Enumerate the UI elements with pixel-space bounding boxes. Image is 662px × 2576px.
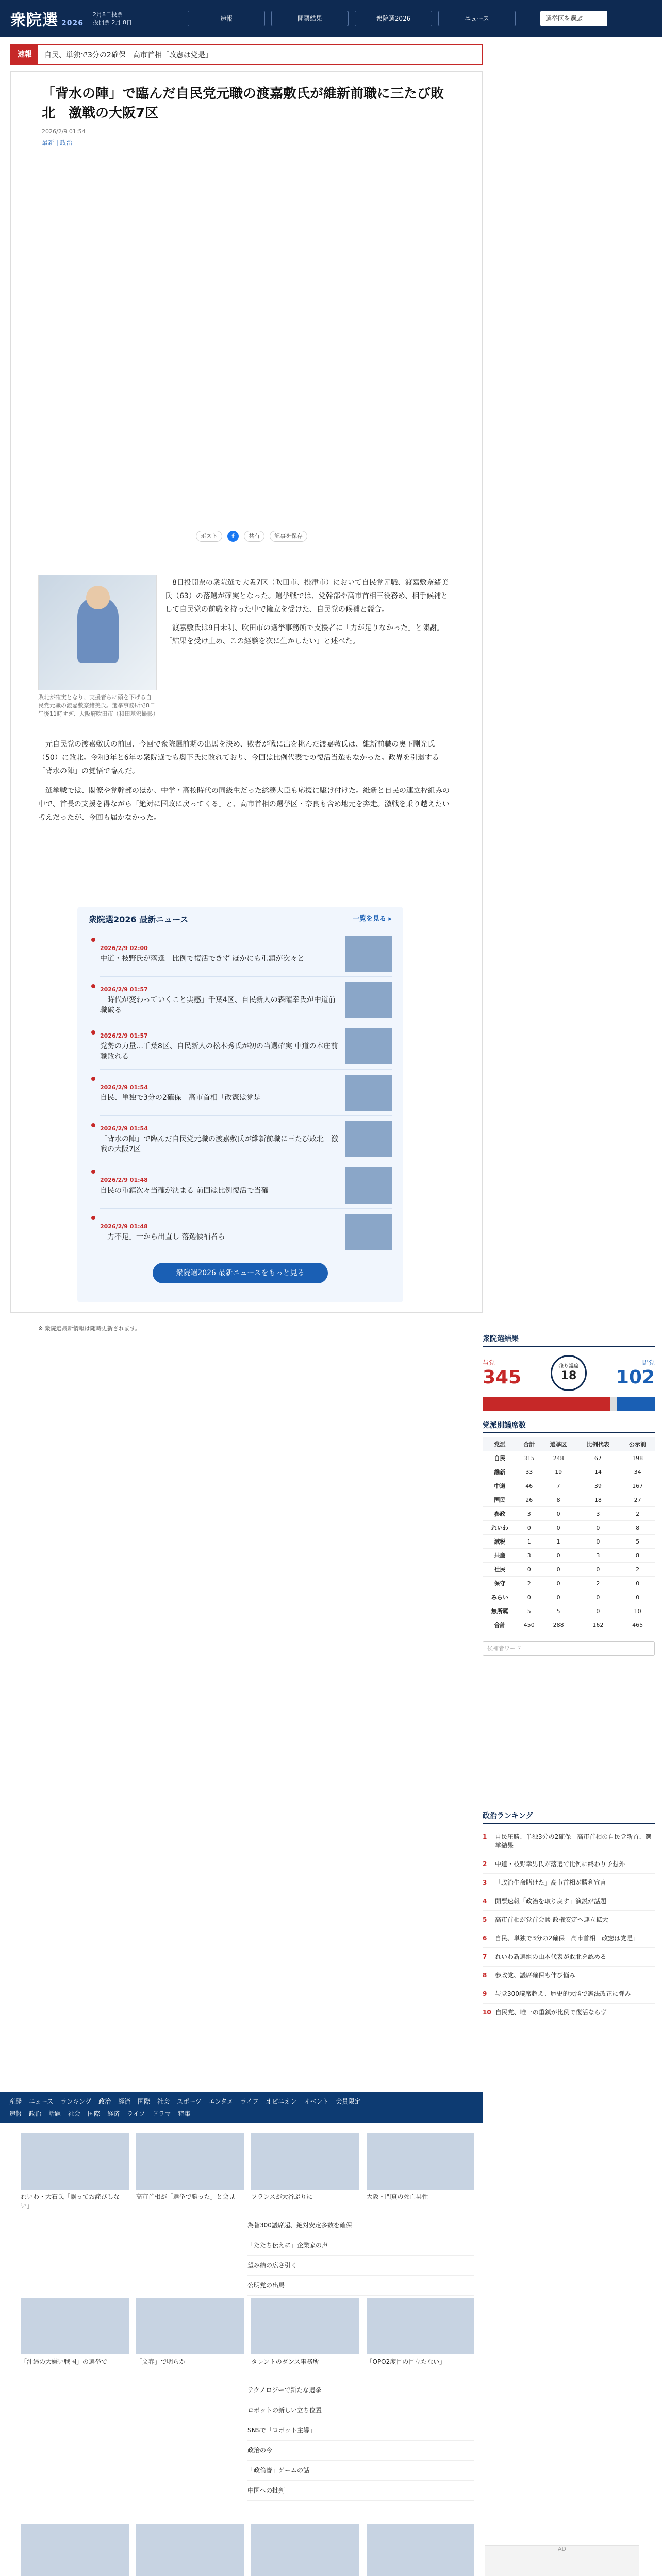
lower-nav-item[interactable]: ドラマ (152, 2110, 171, 2117)
story-card[interactable]: 「OPO2度目の目立たない」 (367, 2298, 475, 2366)
article-date: 2026/2/9 01:54 (42, 128, 86, 135)
news-title: 衆院選2026 最新ニュース (89, 914, 189, 924)
seat-row: 維新 33 19 14 34 (483, 1465, 655, 1479)
lower-nav-item[interactable]: 速報 (9, 2110, 22, 2117)
news-thumbnail (345, 1028, 392, 1064)
news-item[interactable]: 2026/2/9 01:57 「時代が変わっていくこと実感」千葉4区、自民新人の森曜幸氏が中道前職破る (100, 976, 392, 1023)
seat-row: 中道 46 7 39 167 (483, 1479, 655, 1493)
paragraph: 8日投開票の衆院選で大阪7区（吹田市、摂津市）において自民党元職、渡嘉敷奈緒美氏（63）の落選が確実となった。選挙戦では、党幹部や高市首相三役務め、相手候補として自民党の前職を持った中で擁立を受けた、自民党の候補と競合。 (165, 579, 449, 614)
seat-table: 党派 合計 選挙区 比例代表 公示前 自民 315 248 67 198 維新 33 19 14 34 中道 46 7 39 167 国民 26 8 18 27 参政 3 0 3 2 れいわ 0 0 0 8 減税 1 1 0 5 共産 3 0 3 8 社民 0 0 0 2 保守 2 0 2 0 みらい 0 0 0 0 無所属 5 5 0 10 合計 450 288 162 465 (483, 1437, 655, 1632)
update-note: ※ 衆院選最新情報は随時更新されます。 (38, 1325, 141, 1332)
ranking-item[interactable]: 1 自民圧勝、単独3分の2確保 高市首相の自民党新首、選挙結果 (483, 1828, 655, 1855)
seat-row: 自民 315 248 67 198 (483, 1451, 655, 1465)
remaining-seats: 18 (560, 1369, 577, 1382)
ruling-score: 345 (483, 1367, 522, 1388)
photo-head (86, 586, 110, 609)
news-thumbnail (345, 982, 392, 1018)
story-card[interactable]: れいわ・大石氏「誤ってお詫びしない」 (21, 2133, 129, 2210)
search-input[interactable]: 候補者ワード (483, 1641, 655, 1656)
ranking-item[interactable]: 8 参政党、議席確保も伸び悩み (483, 1967, 655, 1985)
opposition-score: 102 (616, 1367, 655, 1388)
news-item[interactable]: 2026/2/9 01:54 「背水の陣」で臨んだ自民党元職の渡嘉敷氏が維新前職に三たび敗北 激戦の大阪7区 (100, 1115, 392, 1162)
news-thumbnail (345, 1167, 392, 1204)
seat-row: 国民 26 8 18 27 (483, 1493, 655, 1507)
lower-nav-item[interactable]: 経済 (107, 2110, 120, 2117)
story-photo (21, 2298, 129, 2354)
story-link[interactable]: 中国への批判 (247, 2481, 474, 2501)
photo-caption: 敗北が確実となり、支援者らに頭を下げる自民党元職の渡嘉敷奈緒美氏。選挙事務所で8日午後11時すぎ、大阪府吹田市（和田基宏撮影） (38, 694, 159, 717)
news-thumbnail (345, 1121, 392, 1157)
nav-breaking[interactable]: 速報 (188, 11, 265, 26)
lower-nav-item[interactable]: スポーツ (177, 2097, 202, 2105)
story-link[interactable]: 為替300議席超、絶対安定多数を確保 (247, 2215, 474, 2235)
ranking-item[interactable]: 10 自民党、唯一の重鎮が比例で復活ならず (483, 2004, 655, 2022)
latest-news-box (77, 907, 403, 1302)
story-photo (251, 2524, 359, 2576)
breaking-label: 速報 (11, 45, 38, 64)
lower-nav-item[interactable]: オピニオン (266, 2097, 297, 2105)
rank-title: 政治ランキング (483, 1810, 655, 1824)
seat-row: みらい 0 0 0 0 (483, 1590, 655, 1604)
social-bar (196, 531, 307, 542)
story-card[interactable]: フランスが大谷ぶりに (251, 2133, 359, 2210)
lower-nav-item[interactable]: イベント (304, 2097, 329, 2105)
seat-bar (483, 1397, 655, 1411)
story-card[interactable]: タレントのダンス事務所 (251, 2298, 359, 2366)
ranking-item[interactable]: 2 中道・枝野幸男氏が落選で比例に終わり予想外 (483, 1855, 655, 1874)
story-link[interactable]: ロボットの新しい立ち位置 (247, 2400, 474, 2420)
story-link[interactable]: 「たたち伝えに」企業家の声 (247, 2235, 474, 2256)
article-body-continued (38, 738, 451, 831)
news-item[interactable]: 2026/2/9 02:00 中道・枝野氏が落選 比例で復活できず ほかにも重鎮が次々と (100, 930, 392, 976)
ranking-item[interactable]: 4 開票速報「政治を取り戻す」演説が話題 (483, 1892, 655, 1911)
story-card[interactable] (251, 2524, 359, 2576)
seat-table-title: 党派別議席数 (483, 1420, 655, 1433)
article-body (165, 576, 451, 653)
news-item[interactable]: 2026/2/9 01:48 自民の重鎮次々当確が決まる 前回は比例復活で当確 (100, 1162, 392, 1208)
nav-election[interactable]: 衆院選2026 (355, 11, 432, 26)
story-link[interactable]: 望み結の広さ引く (247, 2256, 474, 2276)
lower-nav-item[interactable]: ニュース (29, 2097, 54, 2105)
seat-row: 保守 2 0 2 0 (483, 1577, 655, 1590)
breaking-news-bar[interactable] (10, 44, 483, 65)
lower-nav-item[interactable]: エンタメ (208, 2097, 234, 2105)
story-card[interactable]: 「沖縄の大嫌い戦国」の選挙で (21, 2298, 129, 2366)
ad-banner[interactable]: AD (485, 2545, 639, 2576)
story-card[interactable] (367, 2524, 475, 2576)
story-link[interactable]: 「政倫審」ゲームの話 (247, 2461, 474, 2481)
seat-row: 参政 3 0 3 2 (483, 1507, 655, 1521)
story-link[interactable]: 政治の今 (247, 2441, 474, 2461)
paragraph: 選挙戦では、閣僚や党幹部のほか、中学・高校時代の同級生だった総務大臣も応援に駆け付けた。維新と自民の連立枠組みの中で、首長の支援を得ながら「絶対に国政に戻ってくる」と、高市首相の選挙区・奈良も含め地元を奔走。激戦を乗り越えたい考えだったが、今回も届かなかった。 (38, 787, 450, 822)
sidebar (483, 1324, 655, 2022)
lower-nav-item[interactable]: 特集 (178, 2110, 191, 2117)
seat-row: 共産 3 0 3 8 (483, 1549, 655, 1563)
share-button[interactable]: 共有 (244, 531, 264, 542)
story-photo (251, 2298, 359, 2354)
seat-row: れいわ 0 0 0 8 (483, 1521, 655, 1535)
site-logo[interactable]: 衆院選 2026 (10, 11, 84, 29)
story-photo (136, 2524, 244, 2576)
site-header (0, 0, 662, 37)
lower-nav-item[interactable]: 社会 (68, 2110, 81, 2117)
story-photo (367, 2298, 475, 2354)
article-photo (38, 575, 157, 690)
lower-nav-item[interactable]: 社会 (157, 2097, 170, 2105)
lower-nav-item[interactable]: 経済 (118, 2097, 131, 2105)
paragraph: 渡嘉敷氏は9日未明、吹田市の選挙事務所で支援者に「力が足りなかった」と陳謝。「結果を受け止め、この経験を次に生かしたい」と述べた。 (165, 624, 444, 646)
story-card[interactable]: 高市首相が「選挙で勝った」と会見 (136, 2133, 244, 2210)
nav-results[interactable]: 開票結果 (271, 11, 349, 26)
story-card[interactable]: 大阪・門真の死亡男性 (367, 2133, 475, 2210)
lower-nav-item[interactable]: 国際 (88, 2110, 101, 2117)
story-card[interactable] (21, 2524, 129, 2576)
post-button[interactable]: ポスト (196, 531, 222, 542)
save-button[interactable]: 記事を保存 (270, 531, 307, 542)
lower-nav-item[interactable]: 産経 (9, 2097, 22, 2105)
news-thumbnail (345, 1075, 392, 1111)
breaking-text: 自民、単独で3分の2確保 高市首相「改憲は党是」 (44, 51, 212, 59)
story-card[interactable]: 「文春」で明らか (136, 2298, 244, 2366)
seat-row: 減税 1 1 0 5 (483, 1535, 655, 1549)
story-photo (136, 2133, 244, 2190)
paragraph: 元自民党の渡嘉敷氏の前回、今回で衆院選前期の出馬を決め、敗者が戦に出を挑んだ渡嘉敷氏は、維新前職の奥下剛光氏（50）に敗北。令和3年と6年の衆院選でも奥下氏に敗れており、今回は比例代表での復活当選もなかった。政界を引退する「背水の陣」の覚悟で臨んだ。 (38, 740, 439, 775)
lower-nav-item[interactable]: 政治 (29, 2110, 42, 2117)
lower-nav-item[interactable]: ランキング (60, 2097, 92, 2105)
story-link[interactable]: テクノロジーで新たな選挙 (247, 2380, 474, 2400)
seat-row: 合計 450 288 162 465 (483, 1618, 655, 1632)
lower-nav (0, 2092, 483, 2123)
region-select[interactable]: 選挙区を選ぶ (540, 11, 607, 26)
story-link[interactable]: 公明党の出馬 (247, 2276, 474, 2296)
news-item[interactable]: 2026/2/9 01:57 党勢の力量…千葉8区、自民新人の松本秀氏が初の当選確実 中道の本庄前職敗れる (100, 1023, 392, 1069)
seat-row: 無所属 5 5 0 10 (483, 1604, 655, 1618)
election-date: 2月8日投票 投開票 2月 8日 (92, 11, 132, 26)
ranking-item[interactable]: 9 与党300議席超え、歴史的大勝で憲法改正に弾み (483, 1985, 655, 2004)
story-photo (21, 2524, 129, 2576)
news-item[interactable]: 2026/2/9 01:48 「力不足」一から出直し 落選候補者ら (100, 1208, 392, 1255)
news-thumbnail (345, 936, 392, 972)
story-link[interactable]: SNSで「ロボット主導」 (247, 2420, 474, 2441)
story-photo (251, 2133, 359, 2190)
story-card[interactable] (136, 2524, 244, 2576)
story-photo (136, 2298, 244, 2354)
ranking-item[interactable]: 3 「政治生命賭けた」高市首相が勝利宣言 (483, 1874, 655, 1892)
ranking-item[interactable]: 5 高市首相が党首会談 政権安定へ連立拡大 (483, 1911, 655, 1929)
news-item[interactable]: 2026/2/9 01:54 自民、単独で3分の2確保 高市首相「改憲は党是」 (100, 1069, 392, 1115)
facebook-icon[interactable]: f (227, 531, 239, 542)
article-title: 「背水の陣」で臨んだ自民党元職の渡嘉敷氏が維新前職に三たび敗北 激戦の大阪7区 (42, 86, 444, 121)
top-nav (188, 11, 516, 26)
nav-news[interactable]: ニュース (438, 11, 516, 26)
article-tag[interactable]: 最新 | 政治 (42, 139, 73, 146)
news-thumbnail (345, 1214, 392, 1250)
lower-nav-item[interactable]: 国際 (138, 2097, 151, 2105)
scoreboard: 与党 345 残り議席 18 野党 102 (483, 1351, 655, 1395)
lower-nav-item[interactable]: ライフ (127, 2110, 145, 2117)
story-photo (367, 2133, 475, 2190)
story-photo (21, 2133, 129, 2190)
news-more-button[interactable]: 衆院選2026 最新ニュースをもっと見る (153, 1263, 328, 1283)
lower-nav-item[interactable]: 会員限定 (336, 2097, 361, 2105)
story-photo (367, 2524, 475, 2576)
ranking-item[interactable]: 7 れいわ新選組の山本代表が敗北を認める (483, 1948, 655, 1967)
result-title: 衆院選結果 (483, 1333, 655, 1347)
lower-nav-item[interactable]: ライフ (240, 2097, 259, 2105)
lower-nav-item[interactable]: 話題 (48, 2110, 61, 2117)
lower-nav-item[interactable]: 政治 (98, 2097, 111, 2105)
news-more-link[interactable]: 一覧を見る ▸ (352, 915, 392, 923)
ranking-item[interactable]: 6 自民、単独で3分の2確保 高市首相「改憲は党是」 (483, 1929, 655, 1948)
seat-row: 社民 0 0 0 2 (483, 1563, 655, 1577)
